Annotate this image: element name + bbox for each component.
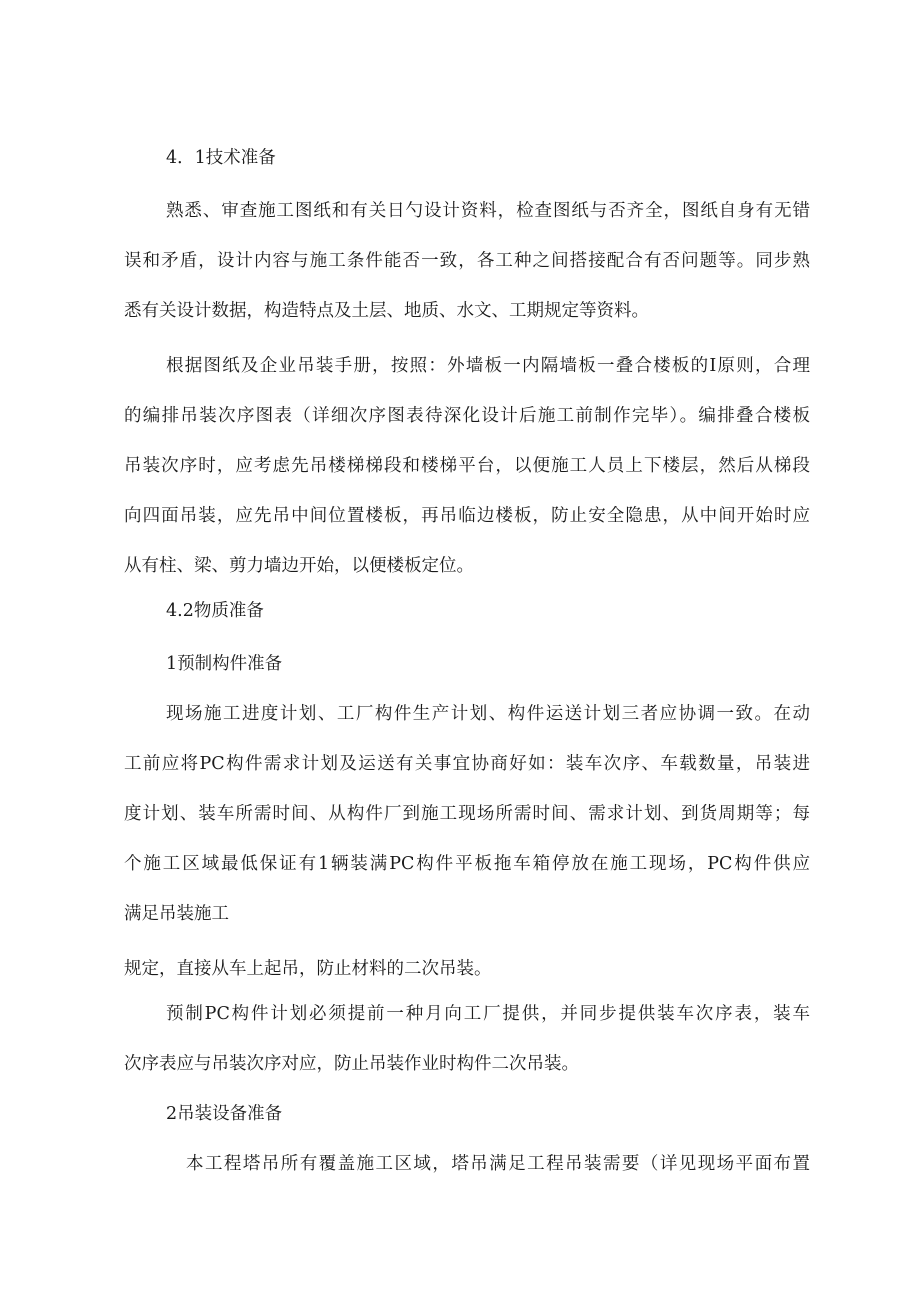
paragraph-sequence-line-1: 根据图纸及企业吊装手册，按照：外墙板一内隔墙板一叠合楼板的I原则，合理: [166, 356, 810, 376]
paragraph-plan-line-1: 现场施工进度计划、工厂构件生产计划、构件运送计划三者应协调一致。在动: [166, 704, 810, 724]
paragraph-tower-crane-line-1: 本工程塔吊所有覆盖施工区域，塔吊满足工程吊装需要（详见现场平面布置: [186, 1154, 810, 1174]
section-heading-4-1: 4．1技术准备: [166, 148, 276, 168]
paragraph-sequence-line-3: 吊装次序时，应考虑先吊楼梯梯段和楼梯平台，以便施工人员上下楼层，然后从梯段: [124, 456, 810, 476]
paragraph-sequence-line-5: 从有柱、梁、剪力墙边开始，以便楼板定位。: [124, 556, 474, 576]
paragraph-schedule-line-2: 次序表应与吊装次序对应，防止吊装作业时构件二次吊装。: [124, 1054, 579, 1074]
paragraph-schedule-line-1: 预制PC构件计划必须提前一种月向工厂提供，并同步提供装车次序表，装车: [166, 1004, 810, 1024]
paragraph-technical-line-2: 误和矛盾，设计内容与施工条件能否一致，各工种之间搭接配合有否问题等。同步熟: [124, 251, 810, 271]
section-heading-4-2: 4.2物质准备: [166, 601, 264, 621]
paragraph-technical-line-3: 悉有关设计数据，构造特点及土层、地质、水文、工期规定等资料。: [124, 301, 649, 321]
paragraph-sequence-line-2: 的编排吊装次序图表（详细次序图表待深化设计后施工前制作完毕）。编排叠合楼板: [124, 406, 810, 426]
paragraph-sequence-line-4: 向四面吊装，应先吊中间位置楼板，再吊临边楼板，防止安全隐患，从中间开始时应: [124, 506, 810, 526]
paragraph-plan-line-5: 满足吊装施工: [124, 904, 229, 924]
subheading-lifting-equipment: 2吊装设备准备: [166, 1104, 283, 1124]
paragraph-technical-line-1: 熟悉、审查施工图纸和有关日勺设计资料，检查图纸与否齐全，图纸自身有无错: [166, 201, 810, 221]
paragraph-plan-line-2: 工前应将PC构件需求计划及运送有关事宜协商好如：装车次序、车载数量，吊装进: [124, 754, 810, 774]
subheading-precast-components: 1预制构件准备: [166, 654, 283, 674]
paragraph-direct-lift: 规定，直接从车上起吊，防止材料的二次吊装。: [124, 959, 492, 979]
paragraph-plan-line-4: 个施工区域最低保证有1辆装满PC构件平板拖车箱停放在施工现场，PC构件供应: [124, 854, 810, 874]
paragraph-plan-line-3: 度计划、装车所需时间、从构件厂到施工现场所需时间、需求计划、到货周期等；每: [124, 804, 810, 824]
